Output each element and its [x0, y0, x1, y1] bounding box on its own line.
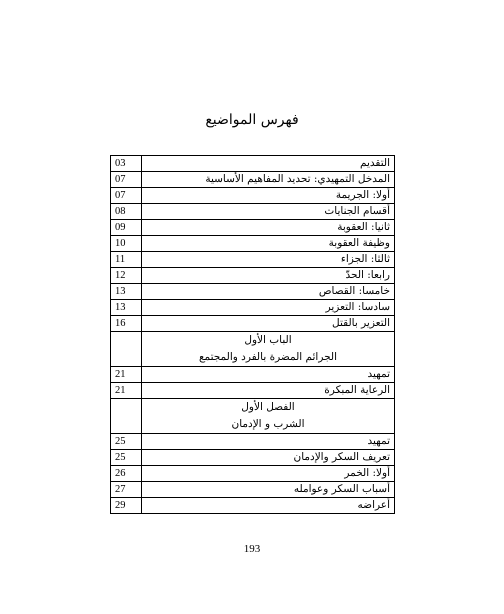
topic-cell: ثانيا: العقوبة — [142, 220, 395, 236]
topic-cell: أسباب السكر وعوامله — [142, 482, 395, 498]
table-row — [111, 450, 395, 466]
table-row — [111, 316, 395, 332]
page-cell: 07 — [111, 188, 142, 204]
page-cell: 13 — [111, 300, 142, 316]
topic-cell: أقسام الجنايات — [142, 204, 395, 220]
topic-cell: وظيفة العقوبة — [142, 236, 395, 252]
topic-cell: تعريف السكر والإدمان — [142, 450, 395, 466]
topic-cell: سادسا: التعزير — [142, 300, 395, 316]
chapter-title: الفصل الأول — [241, 401, 295, 413]
page-cell: 10 — [111, 236, 142, 252]
table-row — [111, 383, 395, 399]
section-header-row — [111, 332, 395, 367]
empty-page-cell — [111, 399, 142, 434]
page-title: فهرس المواضيع — [205, 112, 299, 128]
topic-cell: أولا: الخمر — [142, 466, 395, 482]
page-cell: 25 — [111, 434, 142, 450]
table-row — [111, 204, 395, 220]
page-cell: 27 — [111, 482, 142, 498]
chapter-subtitle: الشرب و الإدمان — [231, 418, 305, 430]
page-cell: 09 — [111, 220, 142, 236]
table-row — [111, 300, 395, 316]
chapter-header-row — [111, 399, 395, 434]
table-row — [111, 172, 395, 188]
topic-cell: رابعا: الحدّ — [142, 268, 395, 284]
table-row — [111, 466, 395, 482]
page-cell: 08 — [111, 204, 142, 220]
topic-cell: خامسا: القصاص — [142, 284, 395, 300]
topic-cell: التعزير بالقتل — [142, 316, 395, 332]
table-row — [111, 482, 395, 498]
table-row — [111, 498, 395, 514]
table-row — [111, 220, 395, 236]
page-cell: 12 — [111, 268, 142, 284]
table-row — [111, 236, 395, 252]
page-cell: 07 — [111, 172, 142, 188]
topic-cell: المدخل التمهيدي: تحديد المفاهيم الأساسية — [142, 172, 395, 188]
page-cell: 16 — [111, 316, 142, 332]
empty-page-cell — [111, 332, 142, 367]
topic-cell: تمهيد — [142, 367, 395, 383]
page-cell: 03 — [111, 156, 142, 172]
topic-cell: الرعاية المبكرة — [142, 383, 395, 399]
section-header-cell — [142, 332, 395, 367]
topic-cell: التقديم — [142, 156, 395, 172]
topic-cell: أولا: الجريمة — [142, 188, 395, 204]
chapter-header-cell — [142, 399, 395, 434]
page-number: 193 — [243, 543, 261, 555]
page-cell: 13 — [111, 284, 142, 300]
section-title: الباب الأول — [244, 334, 292, 346]
page-cell: 26 — [111, 466, 142, 482]
page-cell: 25 — [111, 450, 142, 466]
topic-cell: أعراضه — [142, 498, 395, 514]
page-cell: 21 — [111, 367, 142, 383]
section-subtitle: الجرائم المضرة بالفرد والمجتمع — [198, 351, 338, 363]
table-row — [111, 434, 395, 450]
table-row — [111, 268, 395, 284]
page-cell: 29 — [111, 498, 142, 514]
page-cell: 11 — [111, 252, 142, 268]
table-row — [111, 252, 395, 268]
table-row — [111, 156, 395, 172]
table-row — [111, 188, 395, 204]
table-row — [111, 284, 395, 300]
table-of-contents — [110, 155, 395, 514]
topic-cell: تمهيد — [142, 434, 395, 450]
page-cell: 21 — [111, 383, 142, 399]
topic-cell: ثالثا: الجزاء — [142, 252, 395, 268]
table-row — [111, 367, 395, 383]
